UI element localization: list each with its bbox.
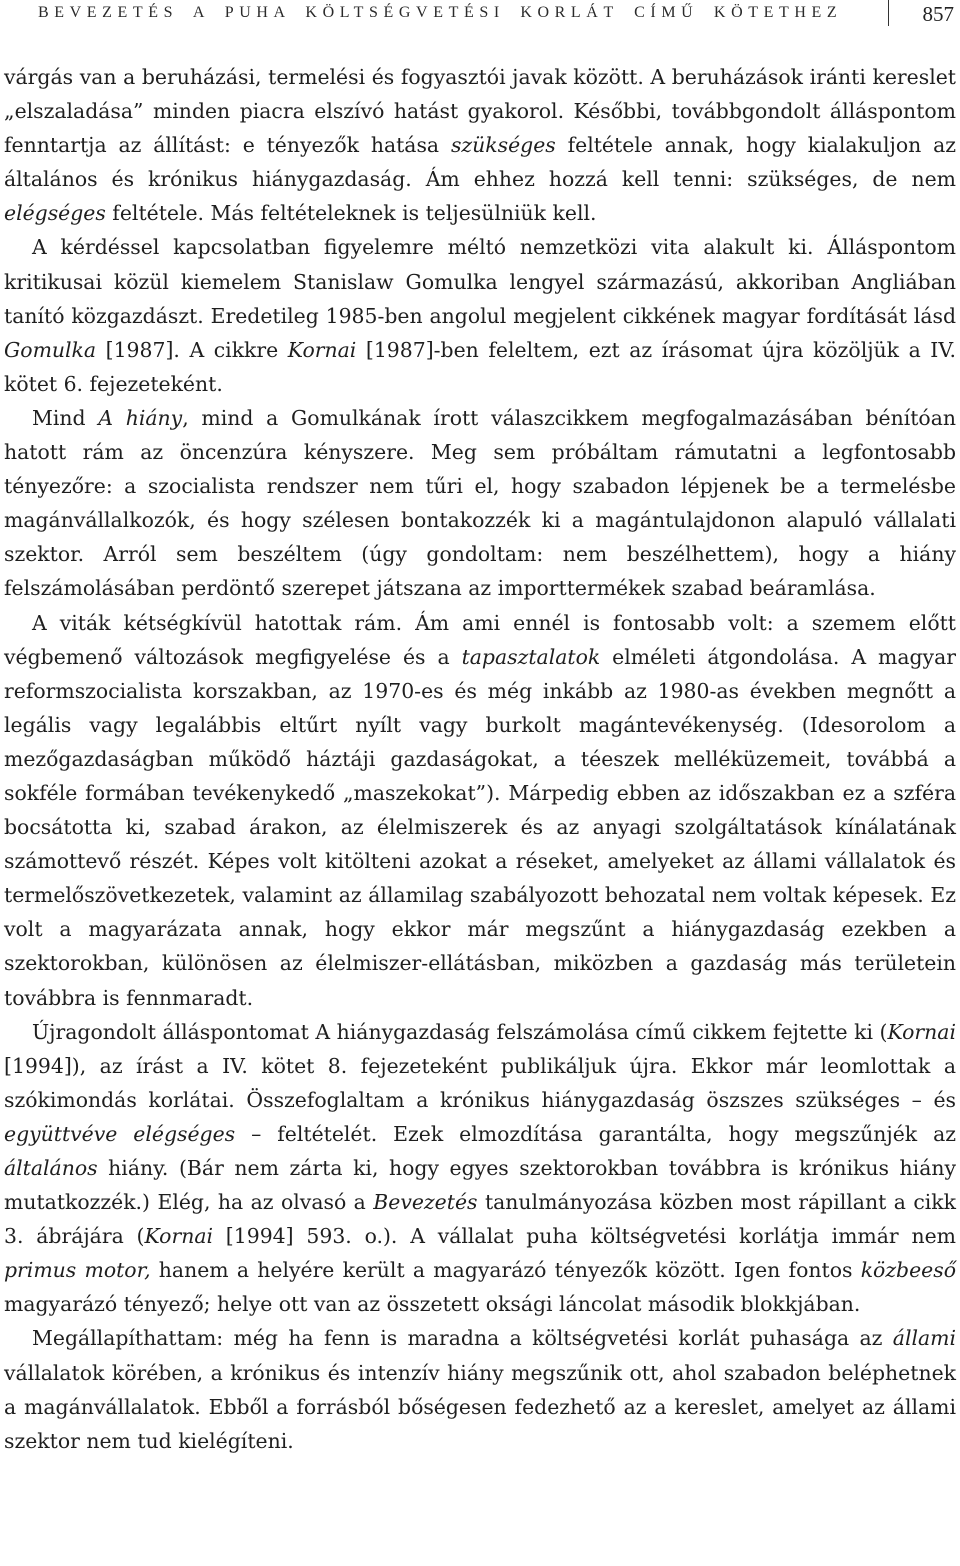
- text-run: Mind: [32, 405, 99, 430]
- italic-text: Gomulka: [4, 337, 97, 362]
- paragraph: [4, 606, 956, 1015]
- text-run: magyarázó tényező; helye ott van az összetett oksági láncolat második blokkjában.: [4, 1292, 861, 1317]
- text-run: [1987]-ben feleltem, ezt az írásomat újra közöljük a IV. kötet 6. fejezeteként.: [4, 337, 956, 396]
- paragraph: [4, 401, 956, 606]
- text-run: [1994]), az írást a IV. kötet 8. fejezeteként publikáljuk újra. Ekkor már leomlottak a szókimondás korlátai. Összefoglaltam a krónikus hiánygazdaság öszszes szükséges – és: [4, 1053, 956, 1112]
- header-divider: [888, 0, 889, 26]
- text-run: Újragondolt álláspontomat A hiánygazdaság felszámolása című cikkem fejtette ki (: [32, 1019, 888, 1044]
- italic-text: általános: [4, 1156, 98, 1180]
- text-run: feltétele. Más feltételeknek is teljesülniük kell.: [105, 201, 597, 226]
- text-run: feltétele annak, hogy kialakuljon az általános és krónikus hiánygazdaság. Ám ehhez hozzá kell tenni: szükséges, de nem: [4, 133, 956, 192]
- text-run: A viták kétségkívül hatottak rám. Ám ami ennél is fontosabb volt: a szemem előtt végbemenő változások megfigyelése és a: [4, 610, 956, 669]
- italic-text: együttvéve elégséges: [4, 1121, 236, 1146]
- paragraph: [4, 1321, 956, 1457]
- italic-text: A hiány: [98, 405, 183, 430]
- text-run: vállalatok körében, a krónikus és intenzív hiány megszűnik ott, ahol szabadon beléphetnek a magánvállalatok. Ebből a forrásból bőségesen fedezhető az a kereslet, amelyet az állami szektor nem tud kielégíteni.: [4, 1360, 956, 1453]
- italic-text: állami: [892, 1326, 956, 1351]
- italic-text: primus motor,: [4, 1258, 151, 1283]
- italic-text: Kornai: [144, 1224, 214, 1249]
- text-run: hiány. (Bár nem zárta ki, hogy egyes szektorokban továbbra is krónikus hiány mutatkozzék.) Elég, ha az olvasó a: [4, 1156, 956, 1215]
- italic-text: Kornai: [887, 1019, 956, 1044]
- text-run: várgás van a beruházási, termelési és fogyasztói javak között. A beruházások iránti kereslet „elszaladása” minden piacra elszívó hatást gyakorol. Későbbi, továbbgondolt álláspontom fenntartja az állítást: e tényezők hatása: [4, 65, 956, 158]
- italic-text: Kornai: [287, 337, 357, 362]
- text-run: hanem a helyére került a magyarázó tényezők között. Igen fontos: [150, 1258, 861, 1283]
- paragraph: [4, 60, 956, 230]
- text-run: tanulmányozása közben most rápillant a cikk 3. ábrájára (: [4, 1190, 956, 1249]
- italic-text: szükséges: [450, 133, 556, 158]
- body-text: [4, 60, 956, 1458]
- italic-text: Bevezetés: [373, 1190, 478, 1215]
- text-run: [1994] 593. o.). A vállalat puha költségvetési korlátja immár nem: [213, 1224, 956, 1249]
- page-number: 857: [922, 2, 954, 26]
- text-run: Megállapíthattam: még ha fenn is maradna a költségvetési korlát puhasága az: [32, 1326, 893, 1351]
- text-run: – feltételét. Ezek elmozdítása garantálta, hogy megszűnjék az: [235, 1121, 956, 1146]
- text-run: A kérdéssel kapcsolatban figyelemre méltó nemzetközi vita alakult ki. Álláspontom kritikusai közül kiemelem Stanislaw Gomulka lengyel származású, akkoriban Angliában tanító közgazdászt. Eredetileg 1985-ben angolul megjelent cikkének magyar fordítását lásd: [4, 235, 956, 328]
- running-head: [4, 0, 958, 34]
- text-run: [1987]. A cikkre: [96, 337, 288, 362]
- paragraph: [4, 1015, 956, 1322]
- paragraph: [4, 230, 956, 400]
- running-title: BEVEZETÉS A PUHA KÖLTSÉGVETÉSI KORLÁT CÍMŰ KÖTETHEZ: [38, 4, 843, 21]
- italic-text: közbeeső: [860, 1258, 956, 1283]
- italic-text: elégséges: [4, 201, 106, 226]
- text-run: , mind a Gomulkának írott válaszcikkem megfogalmazásában bénítóan hatott rám az öncenzúra kényszere. Meg sem próbáltam rámutatni a legfontosabb tényezőre: a szocialista rendszer nem tűri el, hogy szabadon lépjenek be a termelésbe magánvállalkozók, és hogy szélesen bontakozzék ki a magántulajdonon alapuló vállalati szektor. Arról sem beszéltem (úgy gondoltam: nem beszélhettem), hogy a hiány felszámolásában perdöntő szerepet játszana az importtermékek szabad beáramlása.: [4, 405, 956, 601]
- text-run: elméleti átgondolása. A magyar reformszocialista korszakban, az 1970-es és még inkább az 1980-as években megnőtt a legális vagy legalábbis eltűrt nyílt vagy burkolt magántevékenység. (Idesorolom a mezőgazdaságban működő háztáji gazdaságokat, a téeszek melléküzemeit, továbbá a sokféle formában tevékenykedő „maszekokat”). Márpedig ebben az időszakban ez a szféra bocsátotta ki, szabad árakon, az élelmiszerek és az anyagi szolgáltatások kínálatának számottevő részét. Képes volt kitölteni azokat a réseket, amelyeket az állami vállalatok és termelőszövetkezetek, valamint az államilag szabályozott behozatal nem voltak képesek. Ez volt a magyarázata annak, hogy ekkor már megszűnt a hiánygazdaság ezekben a szektorokban, különösen az élelmiszer-ellátásban, miközben a gazdaság más területein továbbra is fennmaradt.: [4, 644, 956, 1010]
- italic-text: tapasztalatok: [461, 644, 601, 669]
